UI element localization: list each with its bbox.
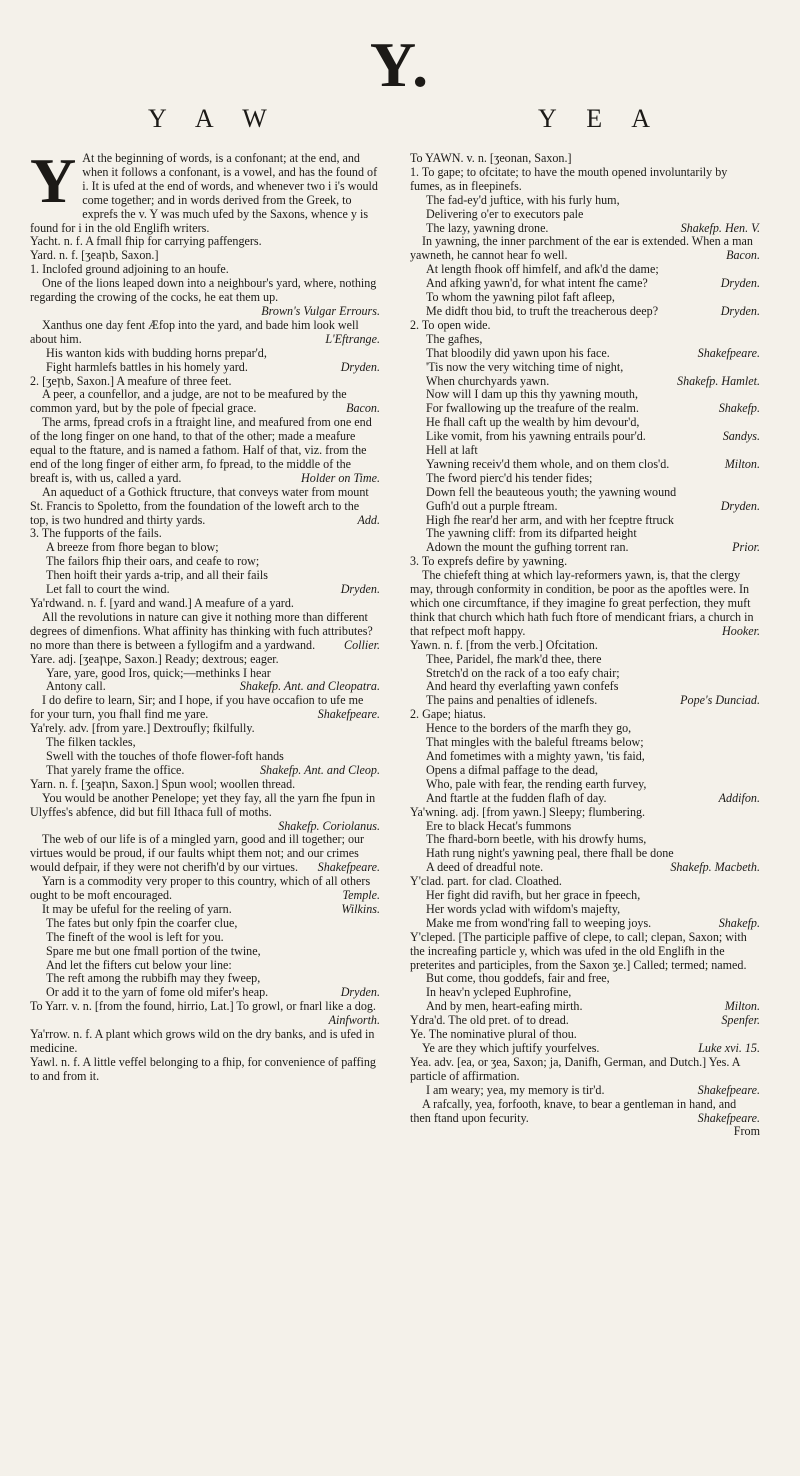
right-column — [410, 152, 760, 1139]
entry-text: For fwallowing up the treafure of the realm. — [426, 401, 639, 416]
entry-text: And ftartle at the fudden flafh of day. — [426, 790, 607, 805]
entry-text: Yare, yare, good Iros, quick;—methinks I hear — [46, 665, 271, 680]
verse-line — [410, 1000, 760, 1014]
citation: Shakefpeare. — [697, 1082, 760, 1097]
entry-text: The filken tackles, — [46, 735, 136, 750]
quotation — [30, 416, 380, 486]
quotation — [30, 833, 380, 875]
entry — [30, 1028, 380, 1056]
entry — [410, 806, 760, 820]
entry-text: 'Tis now the very witching time of night, — [426, 359, 624, 374]
left-column — [30, 145, 380, 1084]
verse-line — [30, 667, 380, 681]
entry-text: That bloodily did yawn upon his face. — [426, 345, 610, 360]
entry-text: Ye are they which juftify yourfelves. — [422, 1041, 600, 1055]
quotation — [30, 903, 380, 917]
quotation — [30, 611, 380, 653]
entry — [30, 1056, 380, 1084]
verse-line — [410, 736, 760, 750]
verse-line — [410, 889, 760, 903]
quotation — [30, 319, 380, 347]
entry-text: An aqueduct of a Gothick ftructure, that conveys water from mount St. Francis to Spoletto, from the foundation of the loweft arch to the top, is two hundred and thirty yards. — [30, 484, 369, 527]
verse-line — [410, 778, 760, 792]
verse-line — [410, 750, 760, 764]
entry-text: I do defire to learn, Sir; and I hope, if you have occafion to ufe me for your turn, you fhall find me yare. — [30, 693, 364, 722]
entry-text: Yard. n. f. [ʒeaꞃb, Saxon.] — [30, 248, 159, 263]
citation: Sandys. — [722, 429, 760, 444]
entry-text: To YAWN. v. n. [ʒeonan, Saxon.] — [410, 151, 572, 165]
entry-text: 2. To open wide. — [410, 317, 491, 332]
entry-text: The fineft of the wool is left for you. — [46, 929, 224, 944]
entry-text: Yea. adv. [ea, or ʒea, Saxon; ja, Danifh, German, and Dutch.] Yes. A particle of affirmation. — [410, 1054, 740, 1083]
entry — [410, 708, 760, 722]
verse-line — [30, 361, 380, 375]
verse-line — [410, 305, 760, 319]
entry-text: Let fall to court the wind. — [46, 582, 170, 597]
entry — [30, 722, 380, 736]
verse-line — [410, 194, 760, 208]
verse-line — [410, 792, 760, 806]
entry-text: Swell with the touches of thofe flower-foft hands — [46, 748, 284, 763]
entry-text: To whom the yawning pilot faft afleep, — [426, 290, 615, 305]
citation: Spenfer. — [721, 1013, 760, 1028]
entry-y-letter — [30, 145, 380, 235]
entry — [30, 263, 380, 277]
entry-text: The web of our life is of a mingled yarn, good and ill together; our virtues would be proud, if our faults whipt them not; and our crimes would defpair, if they were not cherifh'd by our virtues. — [30, 832, 365, 875]
entry-text: 3. The fupports of the fails. — [30, 526, 162, 541]
entry-text: When churchyards yawn. — [426, 373, 550, 388]
citation: Shakefp. — [718, 915, 760, 930]
quotation — [30, 875, 380, 903]
verse-line — [410, 1084, 760, 1098]
entry — [30, 653, 380, 667]
entry-text: 1. Inclofed ground adjoining to an houfe. — [30, 262, 229, 277]
drop-cap: Y — [30, 145, 77, 216]
verse-line — [410, 667, 760, 681]
verse-line — [30, 555, 380, 569]
citation: Hooker. — [722, 623, 760, 638]
citation: Dryden. — [720, 498, 760, 513]
verse-line — [410, 458, 760, 472]
verse-line — [410, 722, 760, 736]
entry — [30, 235, 380, 249]
entry-text: A breeze from fhore began to blow; — [46, 540, 219, 555]
entry-text: Ye. The nominative plural of thou. — [410, 1027, 577, 1042]
verse-line — [410, 472, 760, 486]
entry-text: Yarn. n. f. [ʒeaꞃn, Saxon.] Spun wool; woollen thread. — [30, 776, 296, 791]
citation: Shakefp. Hamlet. — [677, 373, 760, 388]
verse-line — [410, 764, 760, 778]
entry-text: At the beginning of words, is a confonant; at the end, and when it follows a confonant, is a vowel, and has the found of i. It is ufed at the end of words, and whenever two i i's would come together; and in words derived from the Greek, to exprefs the v. Y was much ufed by the Saxons, whence y is found for i in the old Englifh writers. — [30, 151, 378, 235]
citation: Shakefp. Ant. and Cleopatra. — [239, 679, 380, 694]
entry-text: Adown the mount the gufhing torrent ran. — [426, 540, 629, 555]
running-head-right: Y E A — [538, 104, 663, 133]
entry-text: The fword pierc'd his tender fides; — [426, 470, 593, 485]
entry-text: Yare. adj. [ʒeaꞃpe, Saxon.] Ready; dextrous; eager. — [30, 651, 279, 666]
citation: Dryden. — [720, 303, 760, 318]
entry-text: His wanton kids with budding horns prepar'd, — [46, 345, 267, 360]
entry-text: That yarely frame the office. — [46, 762, 185, 777]
verse-line — [30, 541, 380, 555]
entry-text: In heav'n ycleped Euphrofine, — [426, 985, 572, 1000]
entry-text: Ere to black Hecat's fummons — [426, 818, 572, 833]
entry-text: 2. [ʒeꞃb, Saxon.] A meafure of three feet. — [30, 373, 232, 388]
entry-text: In yawning, the inner parchment of the ear is extended. When a man yawneth, he cannot hear fo well. — [410, 234, 753, 263]
verse-line — [410, 972, 760, 986]
citation: Pope's Dunciad. — [680, 693, 760, 708]
entry — [30, 597, 380, 611]
entry-text: Hath rung night's yawning peal, there fhall be done — [426, 846, 674, 861]
verse-line — [410, 680, 760, 694]
verse-line — [410, 500, 760, 514]
entry-text: A rafcally, yea, forfooth, knave, to bear a gentleman in hand, and then ftand upon fecurity. — [410, 1096, 737, 1125]
citation: Bacon. — [346, 401, 380, 416]
entry — [410, 319, 760, 333]
citation: Add. — [357, 512, 380, 527]
entry-text: Ya'rely. adv. [from yare.] Dextroufly; fkilfully. — [30, 721, 255, 736]
entry-text: To Yarr. v. n. [from the found, hirrio, Lat.] To growl, or fnarl like a dog. — [30, 999, 376, 1014]
entry-text: The arms, fpread crofs in a ftraight line, and meafured from one end of the long finger on one hand, to that of the other; made a meafure equal to the ftature, and is named a fathom. Half of that, viz. from the end of the long finger of either arm, fo fpread, to the middle of the breaft is, with us, called a yard. — [30, 415, 372, 485]
quotation — [30, 694, 380, 722]
entry-text: Gufh'd out a purple ftream. — [426, 498, 558, 513]
entry-text: Y'cleped. [The participle paffive of clepe, to call; clepan, Saxon; with the increafing particle y, which was ufed in the old Englifh in the preterites and participles, from the Saxon ʒe.] Called; termed; named. — [410, 929, 747, 972]
entry-text: Antony call. — [46, 679, 106, 694]
verse-line — [410, 444, 760, 458]
entry-text: And let the fifters cut below your line: — [46, 957, 232, 972]
citation: Holder on Time. — [301, 470, 380, 485]
citation: Addifon. — [718, 790, 760, 805]
verse-line — [410, 430, 760, 444]
citation: Shakefpeare. — [317, 860, 380, 875]
entry — [410, 1056, 760, 1084]
citation: Bacon. — [726, 248, 760, 263]
verse-line — [410, 903, 760, 917]
citation: Shakefp. Coriolanus. — [278, 818, 380, 833]
verse-line — [30, 750, 380, 764]
entry-text: 3. To exprefs defire by yawning. — [410, 554, 568, 569]
verse-line — [410, 333, 760, 347]
entry — [410, 875, 760, 889]
verse-line — [410, 694, 760, 708]
entry — [30, 249, 380, 263]
verse-line — [410, 416, 760, 430]
quotation — [410, 1042, 760, 1056]
entry — [30, 1000, 380, 1028]
entry-text: Ya'rrow. n. f. A plant which grows wild on the dry banks, and is ufed in medicine. — [30, 1027, 375, 1055]
entry-text: Thee, Paridel, fhe mark'd thee, there — [426, 651, 602, 666]
quotation — [30, 277, 380, 319]
citation: Dryden. — [340, 582, 380, 597]
entry-text: A peer, a counfellor, and a judge, are not to be meafured by the common yard, but by the pole of fpecial grace. — [30, 387, 347, 416]
entry-text: Her fight did ravifh, but her grace in fpeech, — [426, 888, 641, 903]
entry-text: And fometimes with a mighty yawn, 'tis faid, — [426, 748, 645, 763]
quotation — [30, 486, 380, 528]
verse-line — [410, 986, 760, 1000]
entry-text: You would be another Penelope; yet they fay, all the yarn fhe fpun in Ulyffes's abfence, did but fill Ithaca full of moths. — [30, 790, 376, 819]
verse-line — [410, 347, 760, 361]
entry-text: The gafhes, — [426, 331, 483, 346]
entry-text: One of the lions leaped down into a neighbour's yard, where, nothing regarding the crowing of the cocks, he eat them up. — [30, 276, 377, 305]
verse-line — [410, 847, 760, 861]
entry-text: Yawl. n. f. A little veffel belonging to a fhip, for convenience of paffing to and from it. — [30, 1054, 376, 1083]
verse-line — [30, 917, 380, 931]
verse-line — [410, 277, 760, 291]
entry-text: Fight harmlefs battles in his homely yard. — [46, 359, 248, 374]
verse-line — [410, 222, 760, 236]
quotation — [410, 1098, 760, 1126]
entry-text: A deed of dreadful note. — [426, 860, 544, 875]
entry-text: Hence to the borders of the marfh they go, — [426, 721, 632, 736]
verse-line — [410, 208, 760, 222]
citation: Shakefp. Ant. and Cleop. — [259, 762, 380, 777]
catchword — [410, 1125, 760, 1139]
citation: Luke xvi. 15. — [698, 1041, 760, 1055]
verse-line — [410, 263, 760, 277]
entry-text: I am weary; yea, my memory is tir'd. — [426, 1082, 605, 1097]
entry — [410, 1028, 760, 1042]
verse-line — [410, 402, 760, 416]
citation: Shakefpeare. — [697, 1110, 760, 1125]
entry-text: High fhe rear'd her arm, and with her fceptre ftruck — [426, 512, 674, 527]
quotation — [410, 569, 760, 639]
verse-line — [30, 583, 380, 597]
running-head-left: Y A W — [148, 104, 279, 133]
entry-text: At length fhook off himfelf, and afk'd the dame; — [426, 262, 659, 277]
entry-text: 2. Gape; hiatus. — [410, 707, 486, 722]
entry-text: That mingles with the baleful ftreams below; — [426, 735, 644, 750]
citation: Milton. — [724, 456, 760, 471]
verse-line — [410, 291, 760, 305]
entry — [410, 555, 760, 569]
entry-text: Down fell the beauteous youth; the yawning wound — [426, 484, 677, 499]
entry-text: Ya'wning. adj. [from yawn.] Sleepy; flumbering. — [410, 804, 646, 819]
entry-text: Like vomit, from his yawning entrails pour'd. — [426, 429, 646, 444]
entry-text: 1. To gape; to ofcitate; to have the mouth opened involuntarily by fumes, as in fleepinefs. — [410, 164, 728, 193]
entry-text: And heard thy everlafting yawn confefs — [426, 679, 619, 694]
entry-text: Delivering o'er to executors pale — [426, 206, 584, 221]
entry-text: Yacht. n. f. A fmall fhip for carrying paffengers. — [30, 234, 262, 249]
verse-line — [410, 833, 760, 847]
citation: Ainfworth. — [328, 1013, 380, 1028]
verse-line — [30, 972, 380, 986]
citation: Shakefp. Hen. V. — [680, 220, 760, 235]
entry-text: And afking yawn'd, for what intent fhe came? — [426, 276, 648, 291]
verse-line — [30, 986, 380, 1000]
entry-text: Hell at laft — [426, 443, 478, 458]
entry — [410, 639, 760, 653]
entry-text: The fates but only fpin the coarfer clue, — [46, 915, 238, 930]
entry-text: Ydra'd. The old pret. of to dread. — [410, 1013, 569, 1028]
citation: Shakefp. — [718, 401, 760, 416]
verse-line — [410, 861, 760, 875]
entry-text: Ya'rdwand. n. f. [yard and wand.] A meafure of a yard. — [30, 596, 294, 610]
entry-text: The failors fhip their oars, and ceafe to row; — [46, 554, 260, 569]
verse-line — [410, 486, 760, 500]
entry-text: Stretch'd on the rack of a too eafy chair; — [426, 665, 620, 680]
entry-text: It may be ufeful for the reeling of yarn. — [42, 901, 232, 916]
entry — [410, 152, 760, 166]
citation: Shakefpeare. — [697, 345, 760, 360]
page-letter: Y. — [369, 29, 431, 100]
verse-line — [30, 764, 380, 778]
quotation — [30, 792, 380, 834]
entry — [30, 375, 380, 389]
entry — [30, 527, 380, 541]
verse-line — [30, 945, 380, 959]
verse-line — [410, 917, 760, 931]
citation: Dryden. — [340, 985, 380, 1000]
verse-line — [410, 514, 760, 528]
entry-text: Me didft thou bid, to truft the treacherous deep? — [426, 303, 659, 318]
entry-text: Or add it to the yarn of fome old mifer's heap. — [46, 985, 269, 1000]
entry-text: The chiefeft thing at which lay-reformers yawn, is, that the clergy may, through conformity in condition, be poor as the apoftles were. In which one circumftance, if they imagine fo great perfection, they muft think that church which hath fuch ftore of mendicant friars, a church in that refpect moft happy. — [410, 568, 754, 638]
entry-text: Yawn. n. f. [from the verb.] Ofcitation. — [410, 637, 598, 652]
entry — [410, 166, 760, 194]
verse-line — [410, 527, 760, 541]
entry-text: Yarn is a commodity very proper to this country, which of all others ought to be moft encouraged. — [30, 874, 371, 903]
quotation — [410, 235, 760, 263]
entry — [410, 1014, 760, 1028]
entry-text: Then hoift their yards a-trip, and all their fails — [46, 568, 268, 583]
entry-text: Now will I dam up this thy yawning mouth, — [426, 387, 638, 402]
entry-text: Spare me but one fmall portion of the twine, — [46, 943, 261, 958]
verse-line — [30, 347, 380, 361]
citation: Dryden. — [340, 359, 380, 374]
entry-text: The fad-ey'd juftice, with his furly hum, — [426, 192, 620, 207]
verse-line — [410, 388, 760, 402]
citation: Dryden. — [720, 276, 760, 291]
citation: Shakefpeare. — [317, 707, 380, 722]
entry — [30, 778, 380, 792]
entry-text: Her words yclad with wifdom's majefty, — [426, 901, 621, 916]
verse-line — [30, 680, 380, 694]
quotation — [30, 388, 380, 416]
citation: L'Eftrange. — [325, 331, 380, 346]
verse-line — [410, 541, 760, 555]
entry-text: Y'clad. part. for clad. Cloathed. — [410, 874, 562, 889]
citation: Milton. — [724, 999, 760, 1014]
citation: Wilkins. — [341, 901, 380, 916]
entry-text: Make me from wond'ring fall to weeping joys. — [426, 915, 652, 930]
verse-line — [410, 361, 760, 375]
verse-line — [30, 569, 380, 583]
entry-text: The lazy, yawning drone. — [426, 220, 549, 235]
citation: Collier. — [344, 637, 380, 652]
citation: Brown's Vulgar Errours. — [261, 303, 380, 318]
entry — [410, 931, 760, 973]
entry-text: And by men, heart-eafing mirth. — [426, 999, 583, 1014]
entry-text: But come, thou goddefs, fair and free, — [426, 971, 610, 986]
verse-line — [410, 653, 760, 667]
entry-text: All the revolutions in nature can give it nothing more than different degrees of dimenfions. What affinity has thinking with fuch attributes? no more than there is between a fyllogifm and a yardwand. — [30, 609, 373, 652]
entry-text: The reft among the rubbifh may they fweep, — [46, 971, 261, 986]
citation: Prior. — [732, 540, 760, 555]
citation: Shakefp. Macbeth. — [670, 860, 760, 875]
citation: Temple. — [342, 888, 380, 903]
verse-line — [30, 931, 380, 945]
entry-text: The yawning cliff: from its difparted height — [426, 526, 637, 541]
entry-text: From — [733, 1124, 760, 1139]
entry-text: The pains and penalties of idlenefs. — [426, 693, 598, 708]
verse-line — [30, 736, 380, 750]
entry-text: Opens a difmal paffage to the dead, — [426, 762, 599, 777]
verse-line — [30, 959, 380, 973]
entry-text: Xanthus one day fent Æfop into the yard, and bade him look well about him. — [30, 317, 359, 346]
entry-text: The fhard-born beetle, with his drowfy hums, — [426, 832, 647, 847]
entry-text: He fhall caft up the wealth by him devour'd, — [426, 415, 640, 430]
verse-line — [410, 375, 760, 389]
entry-text: Yawning receiv'd them whole, and on them clos'd. — [426, 456, 670, 471]
entry-text: Who, pale with fear, the rending earth furvey, — [426, 776, 647, 791]
verse-line — [410, 820, 760, 834]
